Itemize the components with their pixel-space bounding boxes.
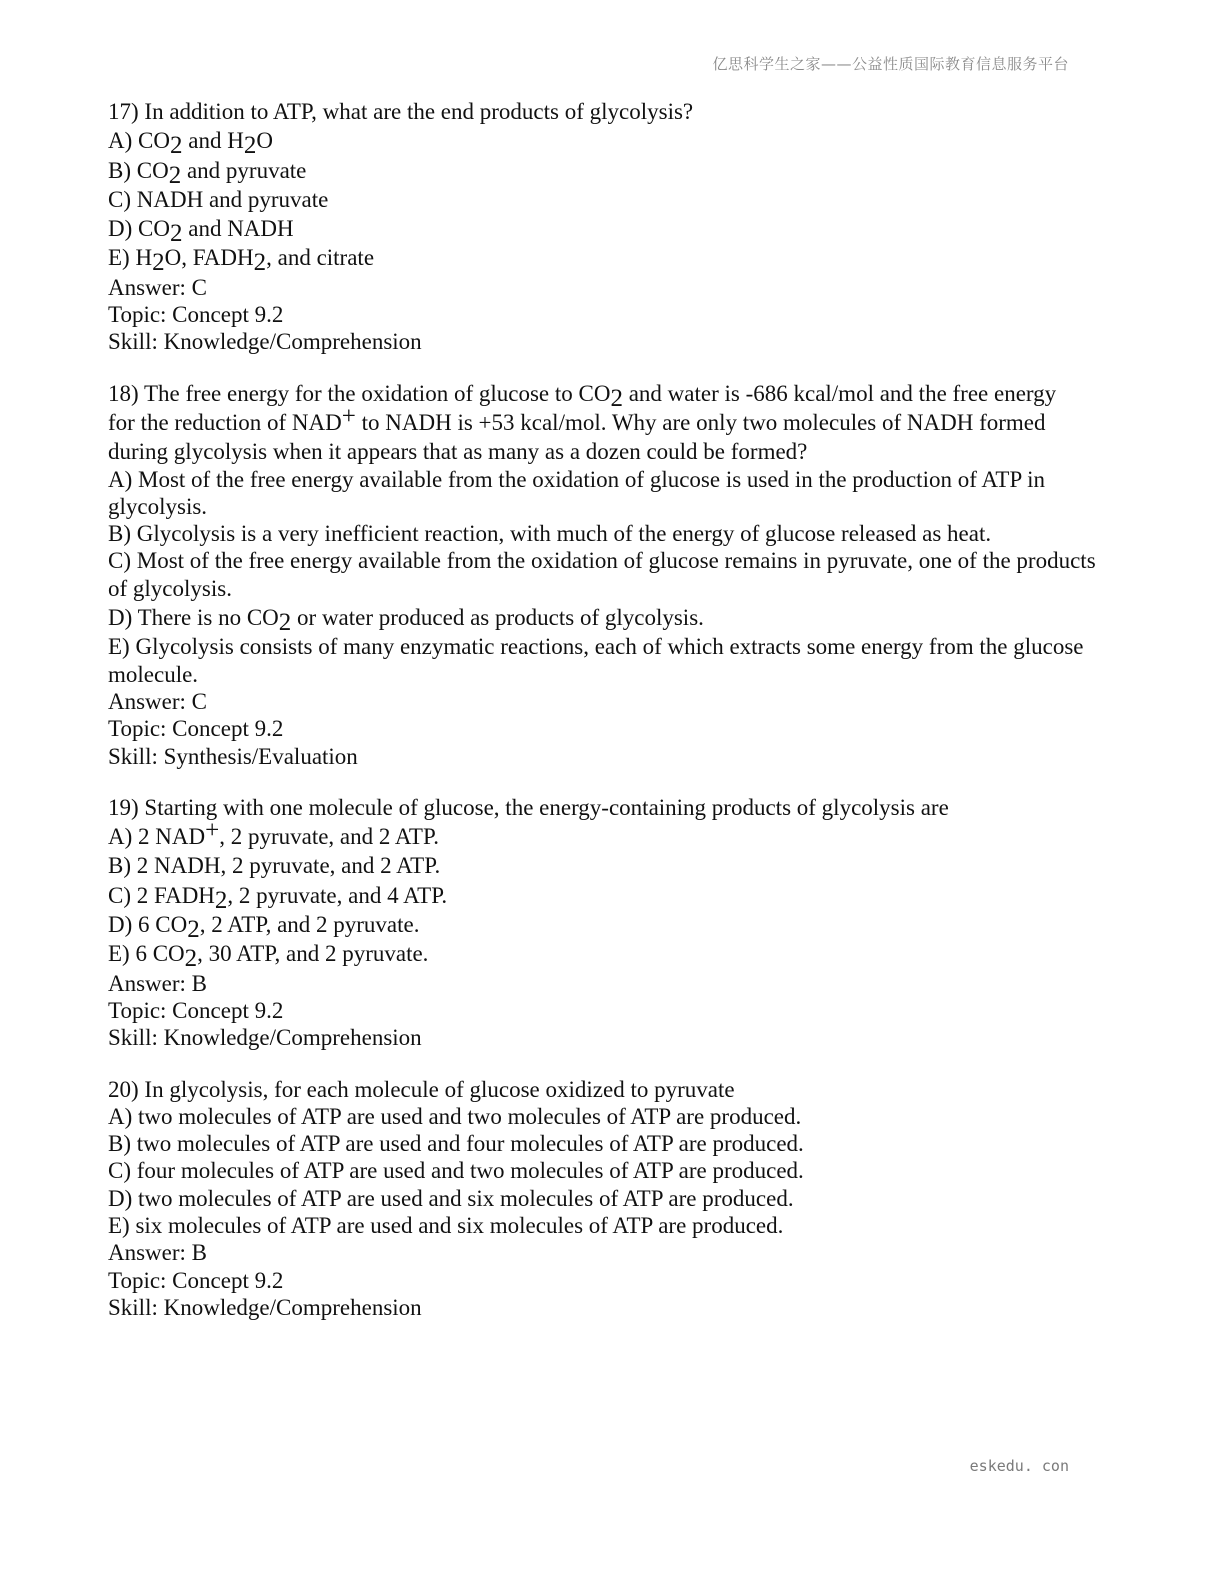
option-d: D) two molecules of ATP are used and six molecules of ATP are produced. bbox=[108, 1185, 794, 1211]
option-e: E) 6 CO2, 30 ATP, and 2 pyruvate. bbox=[108, 941, 429, 973]
option-a: A) two molecules of ATP are used and two molecules of ATP are produced. bbox=[108, 1103, 802, 1129]
option-a: A) 2 NAD+, 2 pyruvate, and 2 ATP. bbox=[108, 817, 439, 850]
option-b: B) Glycolysis is a very inefficient reaction, with much of the energy of glucose released as heat. bbox=[108, 521, 992, 547]
option-d: D) There is no CO2 or water produced as products of glycolysis. bbox=[108, 605, 704, 637]
option-a: A) Most of the free energy available from the oxidation of glucose is used in the production of ATP in glycolysis. bbox=[108, 466, 1046, 519]
option-a: A) CO2 and H2O bbox=[108, 128, 273, 160]
option-c: C) 2 FADH2, 2 pyruvate, and 4 ATP. bbox=[108, 882, 448, 914]
question-stem: 20) In glycolysis, for each molecule of glucose oxidized to pyruvate bbox=[108, 1076, 735, 1102]
answer-line: Answer: B bbox=[108, 970, 208, 996]
question-18 bbox=[108, 380, 1098, 770]
option-c: C) Most of the free energy available from the oxidation of glucose remains in pyruvate, one of the products of glycolysis. bbox=[108, 548, 1096, 601]
answer-line: Answer: C bbox=[108, 688, 208, 714]
skill-line: Skill: Knowledge/Comprehension bbox=[108, 329, 422, 355]
option-b: B) two molecules of ATP are used and four molecules of ATP are produced. bbox=[108, 1131, 804, 1157]
header-brand-text: 亿思科学生之家——公益性质国际教育信息服务平台 bbox=[712, 55, 1069, 73]
answer-line: Answer: B bbox=[108, 1240, 208, 1266]
question-list bbox=[108, 98, 1098, 1345]
skill-line: Skill: Synthesis/Evaluation bbox=[108, 743, 358, 769]
option-b: B) 2 NADH, 2 pyruvate, and 2 ATP. bbox=[108, 853, 441, 879]
option-b: B) CO2 and pyruvate bbox=[108, 157, 307, 189]
question-stem-cont: during glycolysis when it appears that as many as a dozen could be formed? bbox=[108, 439, 808, 465]
answer-line: Answer: C bbox=[108, 274, 208, 300]
option-c: C) NADH and pyruvate bbox=[108, 186, 329, 212]
question-stem: 19) Starting with one molecule of glucose, the energy-containing products of glycolysis are bbox=[108, 794, 949, 820]
topic-line: Topic: Concept 9.2 bbox=[108, 302, 284, 328]
question-19 bbox=[108, 794, 1098, 1052]
question-stem: 17) In addition to ATP, what are the end products of glycolysis? bbox=[108, 99, 694, 124]
option-d: D) CO2 and NADH bbox=[108, 216, 294, 248]
option-e: E) six molecules of ATP are used and six molecules of ATP are produced. bbox=[108, 1212, 784, 1238]
skill-line: Skill: Knowledge/Comprehension bbox=[108, 1294, 422, 1320]
question-stem-cont: for the reduction of NAD+ to NADH is +53 kcal/mol. Why are only two molecules of NADH formed bbox=[108, 402, 1046, 435]
topic-line: Topic: Concept 9.2 bbox=[108, 997, 284, 1023]
option-d: D) 6 CO2, 2 ATP, and 2 pyruvate. bbox=[108, 912, 420, 944]
footer-url-text: eskedu. con bbox=[969, 1457, 1069, 1475]
option-e: E) Glycolysis consists of many enzymatic reactions, each of which extracts some energy from the glucose molecule. bbox=[108, 634, 1084, 687]
skill-line: Skill: Knowledge/Comprehension bbox=[108, 1025, 422, 1051]
option-e: E) H2O, FADH2, and citrate bbox=[108, 245, 375, 277]
question-20 bbox=[108, 1076, 1098, 1322]
topic-line: Topic: Concept 9.2 bbox=[108, 1267, 284, 1293]
option-c: C) four molecules of ATP are used and two molecules of ATP are produced. bbox=[108, 1158, 804, 1184]
topic-line: Topic: Concept 9.2 bbox=[108, 716, 284, 742]
question-stem: 18) The free energy for the oxidation of glucose to CO2 and water is -686 kcal/mol and the free energy bbox=[108, 380, 1057, 412]
question-17 bbox=[108, 98, 1098, 356]
